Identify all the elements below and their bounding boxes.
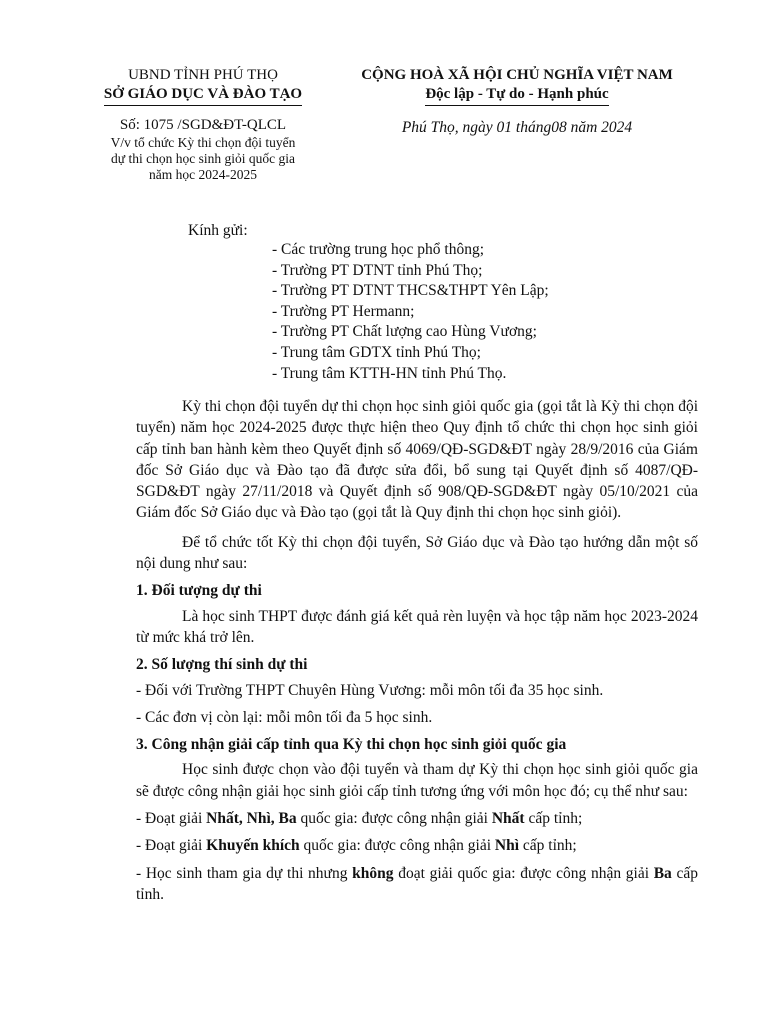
section-3-item-2: - Đoạt giải Khuyến khích quốc gia: được công nhận giải Nhì cấp tỉnh; <box>136 837 577 855</box>
subject-line-2: dự thi chọn học sinh giỏi quốc gia <box>111 151 295 166</box>
section-1-title: 1. Đối tượng dự thi <box>136 582 262 600</box>
recipient-item: - Trường PT DTNT tỉnh Phú Thọ; <box>272 261 483 279</box>
issuer-department: SỞ GIÁO DỤC VÀ ĐÀO TẠO <box>104 85 302 106</box>
section-3-title: 3. Công nhận giải cấp tỉnh qua Kỳ thi chọn học sinh giỏi quốc gia <box>136 736 567 754</box>
recipient-item: - Trung tâm KTTH-HN tỉnh Phú Thọ. <box>272 364 507 382</box>
section-1-text: Là học sinh THPT được đánh giá kết quả rèn luyện và học tập năm học 2023-2024 từ mức khá trở lên. <box>136 607 698 646</box>
recipient-item: - Trường PT DTNT THCS&THPT Yên Lập; <box>272 282 549 300</box>
intro-paragraph: Kỳ thi chọn đội tuyển dự thi chọn học sinh giỏi quốc gia (gọi tắt là Kỳ thi chọn đội tuyển) năm học 2024-2025 được thực hiện theo Quy định tổ chức thi chọn học sinh giỏi cấp tỉnh ban hành kèm theo Quyết định số 4069/QĐ-SGD&ĐT ngày 28/9/2016 của Giám đốc Sở Giáo dục và Đào tạo đã được sửa đổi, bổ sung tại Quyết định số 4087/QĐ-SGD&ĐT ngày 27/11/2018 và Quyết định số 908/QĐ-SGD&ĐT ngày 05/10/2021 của Giám đốc Sở Giáo dục và Đào tạo (gọi tắt là Quy định thi chọn học sinh giỏi). <box>136 398 698 522</box>
section-2-item-2: - Các đơn vị còn lại: mỗi môn tối đa 5 học sinh. <box>136 708 433 726</box>
guide-paragraph: Để tổ chức tốt Kỳ thi chọn đội tuyển, Sở Giáo dục và Đào tạo hướng dẫn một số nội dung như sau: <box>136 533 698 573</box>
section-3-item-1: - Đoạt giải Nhất, Nhì, Ba quốc gia: được công nhận giải Nhất cấp tỉnh; <box>136 810 583 828</box>
section-2-title: 2. Số lượng thí sinh dự thi <box>136 656 308 674</box>
document-date: Phú Thọ, ngày 01 tháng08 năm 2024 <box>401 119 633 136</box>
subject-line-1: V/v tổ chức Kỳ thi chọn đội tuyển <box>110 135 296 150</box>
national-motto: Độc lập - Tự do - Hạnh phúc <box>425 85 608 106</box>
section-2-item-1: - Đối với Trường THPT Chuyên Hùng Vương: mỗi môn tối đa 35 học sinh. <box>136 681 604 699</box>
section-3-text: Học sinh được chọn vào đội tuyển và tham dự Kỳ thi chọn học sinh giỏi quốc gia sẽ được công nhận giải học sinh giỏi cấp tỉnh tương ứng với môn học đó; cụ thể như sau: <box>136 761 698 800</box>
recipient-list <box>272 240 549 384</box>
national-heading <box>330 66 704 137</box>
recipient-item: - Trung tâm GDTX tỉnh Phú Thọ; <box>272 343 481 361</box>
kinh-gui-label: Kính gửi: <box>188 222 248 239</box>
issuer-province: UBND TỈNH PHÚ THỌ <box>128 67 278 83</box>
recipient-item: - Các trường trung học phổ thông; <box>272 241 485 258</box>
document-number: Số: 1075 /SGD&ĐT-QLCL <box>119 117 287 133</box>
recipient-item: - Trường PT Hermann; <box>272 302 415 320</box>
section-3-item-3: - Học sinh tham gia dự thi nhưng không đoạt giải quốc gia: được công nhận giải Ba cấp tỉnh. <box>136 864 698 903</box>
document-body <box>136 396 698 905</box>
recipient-item: - Trường PT Chất lượng cao Hùng Vương; <box>272 323 537 341</box>
issuer-block <box>78 66 328 183</box>
country-name: CỘNG HOÀ XÃ HỘI CHỦ NGHĨA VIỆT NAM <box>361 67 673 83</box>
subject-line-3: năm học 2024-2025 <box>149 167 257 182</box>
